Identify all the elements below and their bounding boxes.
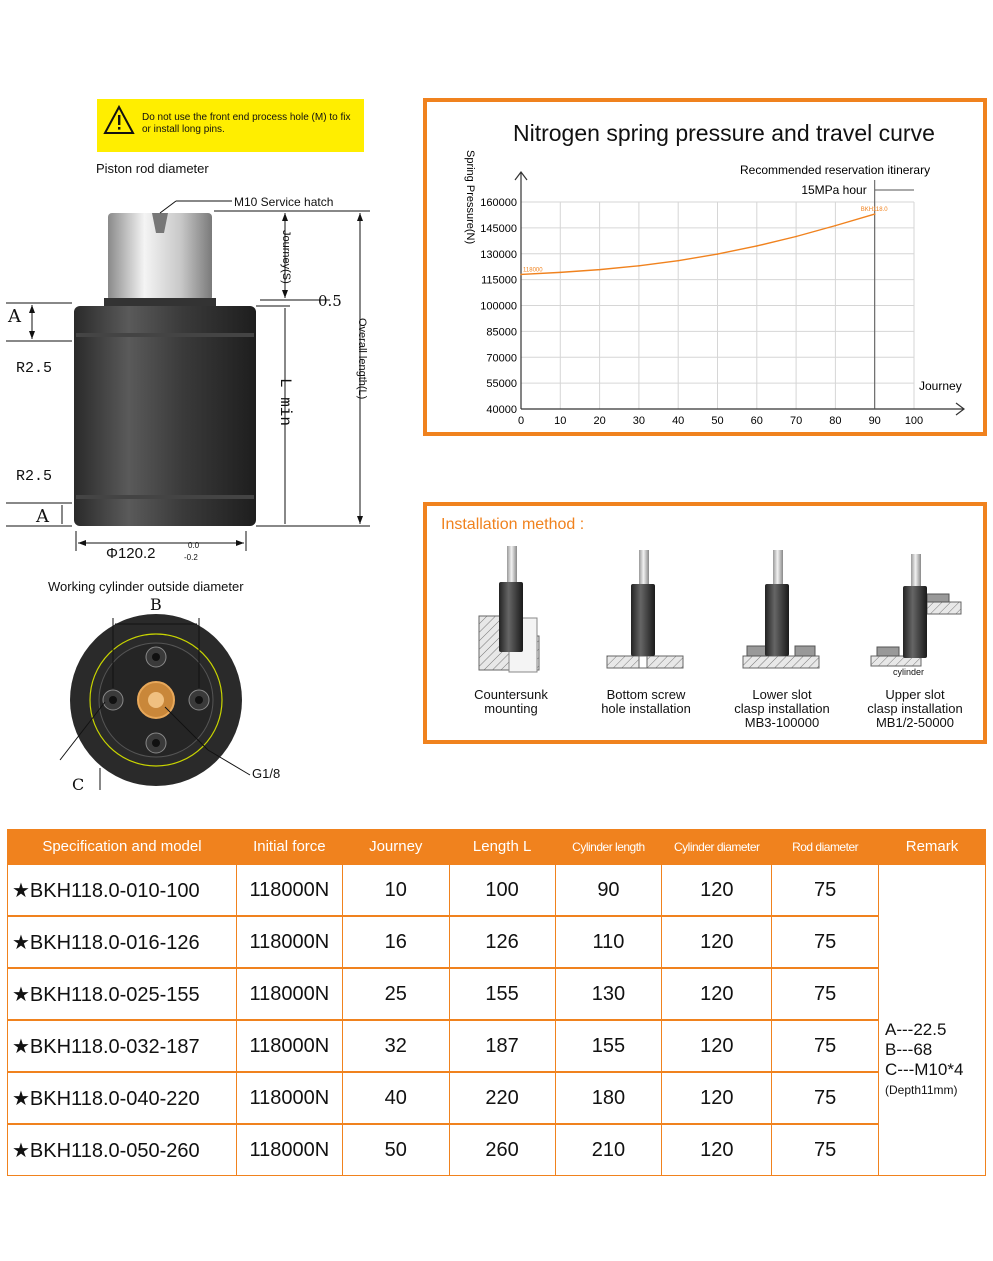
cell-rod-diameter: 75 xyxy=(772,1124,879,1176)
table-row xyxy=(8,968,986,1020)
dim-a-bottom-label: A xyxy=(36,506,49,527)
cell-cylinder-length: 130 xyxy=(555,968,662,1020)
tolerance-lower: -0.2 xyxy=(184,553,198,562)
cell-initial-force: 118000N xyxy=(236,1124,342,1176)
install-upper-slot-diagram xyxy=(871,554,961,666)
cell-cylinder-length: 210 xyxy=(555,1124,662,1176)
install-countersunk-diagram xyxy=(479,546,539,672)
table-row xyxy=(8,1124,986,1176)
data-point xyxy=(677,260,679,262)
cell-cylinder-diameter: 120 xyxy=(662,916,772,968)
remark-c: C---M10*4 xyxy=(885,1060,964,1079)
data-point xyxy=(756,245,758,247)
cell-initial-force: 118000N xyxy=(236,864,342,916)
x-tick-label: 10 xyxy=(554,415,567,427)
cell-journey: 25 xyxy=(342,968,449,1020)
spec-table xyxy=(7,829,986,1176)
cell-model: ★BKH118.0-032-187 xyxy=(8,1020,237,1072)
table-header-row xyxy=(8,830,986,865)
cell-cylinder-length: 90 xyxy=(555,864,662,916)
start-value-label: 118000 xyxy=(523,267,543,274)
reserve-annotation: Recommended reservation itinerary xyxy=(740,163,931,177)
cell-initial-force: 118000N xyxy=(236,968,342,1020)
cell-model: ★BKH118.0-016-126 xyxy=(8,916,237,968)
l-min-label: L min xyxy=(276,378,294,427)
x-tick-label: 20 xyxy=(593,415,606,427)
x-tick-label: 50 xyxy=(711,415,724,427)
cell-cylinder-diameter: 120 xyxy=(662,1020,772,1072)
cell-length: 126 xyxy=(449,916,555,968)
cell-cylinder-diameter: 120 xyxy=(662,968,772,1020)
y-tick-label: 160000 xyxy=(480,197,517,209)
y-tick-label: 115000 xyxy=(481,274,517,287)
table-row xyxy=(8,864,986,916)
overall-length-label: Overall length(L) xyxy=(356,318,368,400)
data-point xyxy=(560,272,562,274)
installation-panel xyxy=(423,502,987,744)
data-point xyxy=(795,236,797,238)
data-point xyxy=(599,269,601,271)
dim-r-bottom-label: R2.5 xyxy=(16,468,53,485)
y-tick-label: 85000 xyxy=(486,326,517,339)
cell-journey: 10 xyxy=(342,864,449,916)
header-cylinder-length: Cylinder length xyxy=(555,830,662,865)
dim-c-label: C xyxy=(72,775,85,794)
dim-a-top-label: A xyxy=(8,306,21,327)
dim-r-top-label: R2.5 xyxy=(16,360,53,377)
remark-b: B---68 xyxy=(885,1040,933,1059)
install-label-countersunk: Countersunk mounting xyxy=(474,687,548,716)
cell-rod-diameter: 75 xyxy=(772,916,879,968)
cell-cylinder-diameter: 120 xyxy=(662,1072,772,1124)
install-label-bottom-screw: Bottom screw hole installation xyxy=(601,687,691,716)
cell-length: 260 xyxy=(449,1124,555,1176)
header-spec-model: Specification and model xyxy=(8,830,237,865)
cell-cylinder-diameter: 120 xyxy=(662,1124,772,1176)
cell-model: ★BKH118.0-050-260 xyxy=(8,1124,237,1176)
x-tick-label: 60 xyxy=(750,415,763,427)
series-line-bkh118 xyxy=(521,214,875,274)
table-row xyxy=(8,1072,986,1124)
x-tick-label: 100 xyxy=(904,415,924,427)
pressure-chart xyxy=(427,102,983,432)
y-tick-label: 70000 xyxy=(486,352,517,365)
cell-length: 155 xyxy=(449,968,555,1020)
cylinder-note: cylinder xyxy=(893,667,925,677)
header-cylinder-diameter: Cylinder diameter xyxy=(662,830,772,865)
y-tick-label: 100000 xyxy=(480,300,517,313)
piston-rod-label: Piston rod diameter xyxy=(96,161,209,176)
pressure-curve-panel xyxy=(423,98,987,436)
x-tick-label: 80 xyxy=(829,415,842,427)
cell-model: ★BKH118.0-025-155 xyxy=(8,968,237,1020)
cylinder-body xyxy=(74,306,256,526)
cell-rod-diameter: 75 xyxy=(772,1072,879,1124)
cell-initial-force: 118000N xyxy=(236,1072,342,1124)
cell-cylinder-length: 155 xyxy=(555,1020,662,1072)
x-axis-label: Journey xyxy=(919,379,962,393)
install-label-lower-slot: Lower slot clasp installation MB3-100000 xyxy=(734,687,830,730)
cell-length: 220 xyxy=(449,1072,555,1124)
header-remark: Remark xyxy=(879,830,986,865)
cell-cylinder-length: 110 xyxy=(555,916,662,968)
warning-box xyxy=(97,99,364,152)
warning-text: Do not use the front end process hole (M) to fix or install long pins. xyxy=(142,112,351,135)
cell-rod-diameter: 75 xyxy=(772,1020,879,1072)
cylinder-od-label: Working cylinder outside diameter xyxy=(48,579,244,594)
data-point xyxy=(874,213,876,215)
data-point xyxy=(717,253,719,255)
remark-depth: (Depth11mm) xyxy=(885,1083,958,1097)
cell-model: ★BKH118.0-040-220 xyxy=(8,1072,237,1124)
x-tick-label: 70 xyxy=(789,415,803,427)
dim-b-label: B xyxy=(150,595,162,614)
cell-journey: 40 xyxy=(342,1072,449,1124)
cell-rod-diameter: 75 xyxy=(772,864,879,916)
table-row xyxy=(8,1020,986,1072)
x-tick-label: 40 xyxy=(672,415,685,427)
data-point xyxy=(835,225,837,227)
cell-initial-force: 118000N xyxy=(236,1020,342,1072)
service-hatch-label: M10 Service hatch xyxy=(234,195,334,209)
y-tick-label: 145000 xyxy=(480,222,517,235)
cell-model: ★BKH118.0-010-100 xyxy=(8,864,237,916)
port-label: G1/8 xyxy=(252,766,281,781)
header-journey: Journey xyxy=(342,830,449,865)
cell-cylinder-length: 180 xyxy=(555,1072,662,1124)
end-series-label: BKH118.0 xyxy=(860,207,888,214)
cell-cylinder-diameter: 120 xyxy=(662,864,772,916)
mpa-annotation: 15MPa hour xyxy=(801,183,867,197)
install-lower-slot-diagram xyxy=(743,550,819,668)
cell-length: 100 xyxy=(449,864,555,916)
header-rod-diameter: Rod diameter xyxy=(772,830,879,865)
x-tick-label: 0 xyxy=(517,415,525,427)
y-axis-label: Spring Pressure(N) xyxy=(464,150,476,245)
tolerance-upper: 0.0 xyxy=(188,541,200,550)
header-initial-force: Initial force xyxy=(236,830,342,865)
dim-05-label: 0.5 xyxy=(318,292,342,310)
data-point xyxy=(638,265,640,267)
warning-icon xyxy=(103,105,135,135)
journey-s-label: Journey(S) xyxy=(280,230,292,284)
cell-remark xyxy=(879,864,986,1176)
cell-journey: 16 xyxy=(342,916,449,968)
data-point xyxy=(520,274,522,276)
cell-rod-diameter: 75 xyxy=(772,968,879,1020)
cell-journey: 32 xyxy=(342,1020,449,1072)
y-tick-label: 55000 xyxy=(486,378,517,391)
cell-initial-force: 118000N xyxy=(236,916,342,968)
chart-title: Nitrogen spring pressure and travel curve xyxy=(513,120,935,146)
installation-title: Installation method : xyxy=(441,516,585,533)
remark-a: A---22.5 xyxy=(885,1020,947,1039)
table-row xyxy=(8,916,986,968)
install-label-upper-slot: Upper slot clasp installation MB1/2-50000 xyxy=(867,687,963,730)
install-bottom-screw-diagram xyxy=(607,550,683,668)
header-length: Length L xyxy=(449,830,555,865)
x-tick-label: 30 xyxy=(632,415,646,427)
cell-journey: 50 xyxy=(342,1124,449,1176)
x-tick-label: 90 xyxy=(868,415,881,427)
y-tick-label: 40000 xyxy=(486,404,517,416)
cell-length: 187 xyxy=(449,1020,555,1072)
y-tick-label: 130000 xyxy=(480,248,517,261)
diameter-label: Φ120.2 xyxy=(106,545,156,562)
